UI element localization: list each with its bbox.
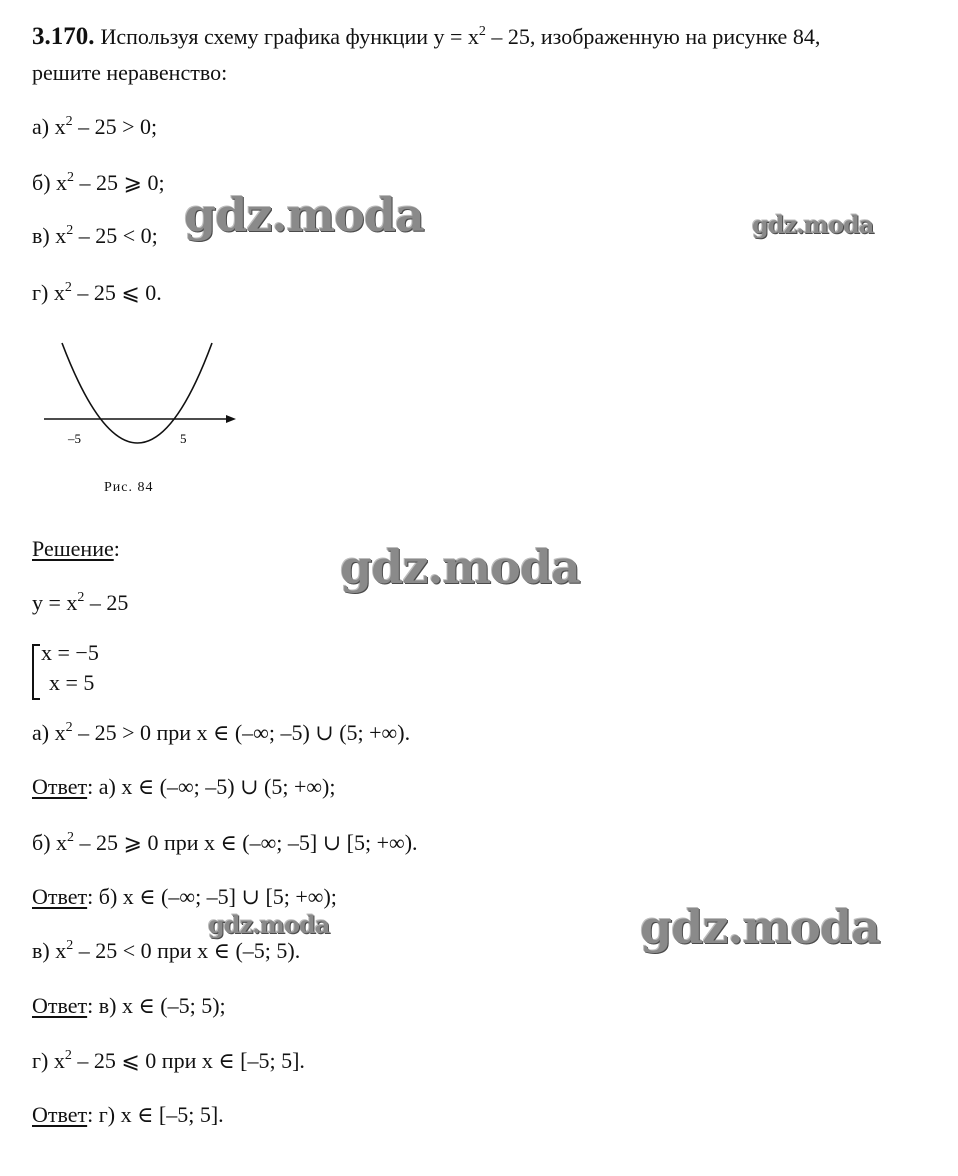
answer-g: Ответ: г) x ∈ [–5; 5]. bbox=[32, 1102, 224, 1127]
parabola-curve bbox=[62, 343, 212, 443]
watermark: gdz.moda bbox=[208, 910, 330, 939]
answer-b: Ответ: б) x ∈ (–∞; –5] ∪ [5; +∞); bbox=[32, 884, 337, 909]
root-label-left: –5 bbox=[68, 431, 81, 446]
figure-caption: Рис. 84 bbox=[104, 480, 154, 495]
watermark: gdz.moda bbox=[340, 540, 580, 594]
solution-part-g: г) $x^2 - 25$ ⩽ 0 при x ∈ [–5; 5]. bbox=[32, 1048, 305, 1073]
problem-number: 3.170. bbox=[32, 23, 95, 50]
task-item-b: б) $x^2 - 25$ ⩾ 0; bbox=[32, 170, 165, 195]
task-item-a: а) $x^2 - 25 > 0$; bbox=[32, 114, 158, 139]
problem-line-1: 3.170. Используя схему графика функции $y = x^2 - 25$, изображенную на рисунке 84, bbox=[32, 23, 821, 50]
task-item-v: в) $x^2 - 25 < 0$; bbox=[32, 223, 158, 248]
solution-part-b: б) $x^2 - 25$ ⩾ 0 при x ∈ (–∞; –5] ∪ [5; +∞). bbox=[32, 830, 418, 855]
axis-arrow-icon bbox=[226, 415, 236, 423]
problem-text: Используя схему графика функции y = x bbox=[100, 24, 479, 49]
task-item-g: г) $x^2 - 25$ ⩽ 0. bbox=[32, 280, 162, 305]
watermark: gdz.moda bbox=[640, 900, 880, 954]
answer-a: Ответ: а) x ∈ (–∞; –5) ∪ (5; +∞); bbox=[32, 774, 336, 799]
system-row-2: x = 5 bbox=[49, 670, 95, 695]
problem-line-2: решите неравенство: bbox=[32, 60, 228, 85]
solution-heading: Решение: bbox=[32, 536, 120, 561]
parabola-figure bbox=[30, 335, 250, 475]
root-label-right: 5 bbox=[180, 431, 187, 446]
watermark: gdz.moda bbox=[752, 210, 874, 239]
answer-v: Ответ: в) x ∈ (–5; 5); bbox=[32, 993, 226, 1018]
watermark: gdz.moda bbox=[184, 188, 424, 242]
system-bracket bbox=[32, 644, 40, 700]
system-row-1: x = −5 bbox=[41, 640, 99, 665]
function-formula: $y = x^2 - 25$ bbox=[32, 590, 129, 615]
solution-part-v: в) $x^2 - 25 < 0$ при x ∈ (–5; 5). bbox=[32, 938, 301, 963]
solution-part-a: а) $x^2 - 25 > 0$ при x ∈ (–∞; –5) ∪ (5; +∞). bbox=[32, 720, 411, 745]
